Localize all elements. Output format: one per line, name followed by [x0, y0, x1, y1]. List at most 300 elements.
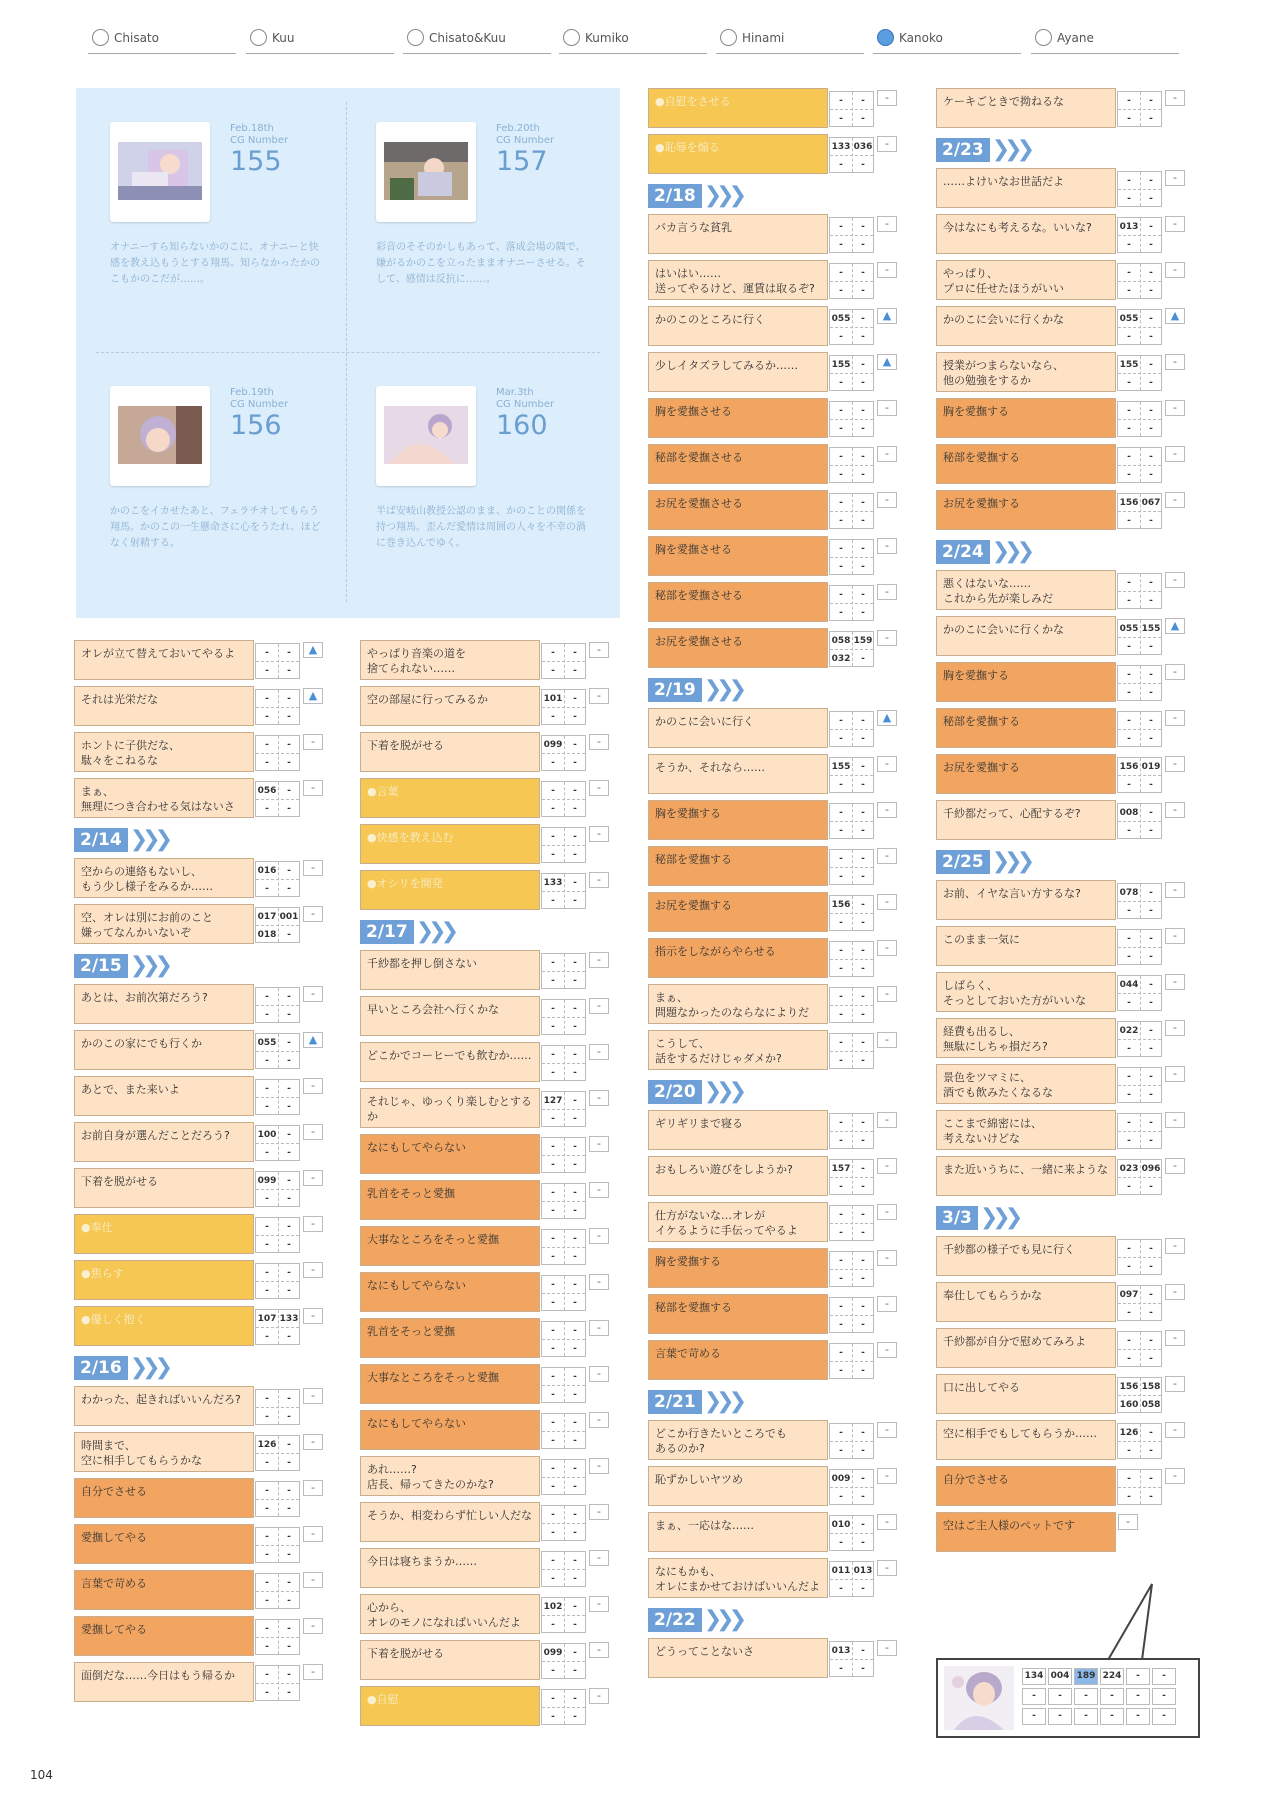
- cg-slot: 107: [257, 1314, 277, 1324]
- cg-slot: -: [551, 1298, 555, 1308]
- choice-label[interactable]: 下着を脱がせる: [74, 1168, 254, 1208]
- cg-slot: -: [839, 332, 843, 342]
- choice-label[interactable]: ●優しく抱く: [74, 1306, 254, 1346]
- cg-slot: -: [861, 114, 865, 124]
- date-label: 2/14: [74, 828, 128, 852]
- cg-slot: -: [573, 786, 577, 796]
- choice-label[interactable]: 時間まで、 空に相手してもらうかな: [74, 1432, 254, 1472]
- route-marker: -: [877, 1422, 897, 1438]
- cg-slot: -: [861, 1348, 865, 1358]
- cg-slot: -: [1149, 1072, 1153, 1082]
- cg-slot: 157: [831, 1164, 851, 1174]
- date-label: 2/19: [648, 678, 702, 702]
- cg-slot: -: [1127, 96, 1131, 106]
- arrow-up-icon: ▲: [1165, 308, 1185, 324]
- cg-grid: [541, 689, 586, 725]
- cg-slot: -: [287, 1670, 291, 1680]
- cg-slot: 127: [543, 1096, 563, 1106]
- cg-grid: [255, 1527, 300, 1563]
- cg-grid: [255, 643, 300, 679]
- choice-label[interactable]: 心から、 オレのモノになればいいんだよ: [360, 1594, 540, 1634]
- cg-slot: -: [287, 1038, 291, 1048]
- cg-slot: -: [839, 96, 843, 106]
- cg-slot: -: [573, 1096, 577, 1106]
- choice-label[interactable]: オレが立て替えておいてやるよ: [74, 640, 254, 680]
- ending-summary-box: [936, 1658, 1200, 1738]
- cg-grid: [541, 999, 586, 1035]
- cg-thumbnail[interactable]: [376, 122, 476, 222]
- cg-slot: -: [573, 1252, 577, 1262]
- cg-slot: 008: [1119, 808, 1139, 818]
- choice-label[interactable]: おもしろい遊びをしようか?: [648, 1156, 828, 1196]
- choice-label[interactable]: ●恥辱を煽る: [648, 134, 828, 174]
- cg-number: 156: [230, 410, 282, 441]
- chevrons-icon: ❯❯❯: [703, 677, 742, 702]
- choice-label[interactable]: ●快感を教え込む: [360, 824, 540, 864]
- route-marker: -: [877, 986, 897, 1002]
- choice-label[interactable]: 千紗都の様子でも見に行く: [936, 1236, 1116, 1276]
- cg-slot: -: [1149, 176, 1153, 186]
- choice-label[interactable]: 空はご主人様のペットです: [936, 1512, 1116, 1552]
- cg-grid: [541, 735, 586, 771]
- cg-slot: -: [839, 826, 843, 836]
- choice-label[interactable]: お尻を愛撫する: [936, 490, 1116, 530]
- cg-slot: -: [839, 286, 843, 296]
- cg-slot: -: [287, 1240, 291, 1250]
- cg-slot: -: [1149, 360, 1153, 370]
- route-marker: -: [877, 1468, 897, 1484]
- choice-label[interactable]: 早いところ会社へ行くかな: [360, 996, 540, 1036]
- choice-label[interactable]: 乳首をそっと愛撫: [360, 1318, 540, 1358]
- choice-label[interactable]: そうか、それなら……: [648, 754, 828, 794]
- cg-grid: [829, 1641, 874, 1677]
- choice-label[interactable]: どこかでコーヒーでも飲むか……: [360, 1042, 540, 1082]
- cg-slot: -: [861, 96, 865, 106]
- route-marker: -: [877, 1158, 897, 1174]
- cg-grid: [1117, 1239, 1162, 1275]
- cg-slot: -: [573, 1482, 577, 1492]
- radio-icon[interactable]: [1035, 29, 1052, 46]
- choice-label[interactable]: ケーキごときで拗ねるな: [936, 88, 1116, 128]
- choice-label[interactable]: 胸を愛撫させる: [648, 398, 828, 438]
- choice-label[interactable]: 空の部屋に行ってみるか: [360, 686, 540, 726]
- choice-label[interactable]: かのこに会いに行くかな: [936, 306, 1116, 346]
- choice-label[interactable]: 千紗都だって、心配するぞ?: [936, 800, 1116, 840]
- choice-label[interactable]: ●奉仕: [74, 1214, 254, 1254]
- cg-slot: -: [287, 1642, 291, 1652]
- route-marker: -: [877, 894, 897, 910]
- ending-cg-slot: -: [1100, 1708, 1124, 1725]
- route-marker: -: [589, 1642, 609, 1658]
- radio-icon[interactable]: [720, 29, 737, 46]
- choice-label[interactable]: まぁ、一応はな……: [648, 1512, 828, 1552]
- cg-grid: [1117, 1159, 1162, 1195]
- cg-slot: -: [1149, 1308, 1153, 1318]
- choice-label[interactable]: ●自慰をさせる: [648, 88, 828, 128]
- cg-slot: -: [551, 1556, 555, 1566]
- choice-label[interactable]: ……よけいなお世話だよ: [936, 168, 1116, 208]
- radio-icon[interactable]: [250, 29, 267, 46]
- cg-slot: -: [287, 758, 291, 768]
- cg-slot: -: [1149, 332, 1153, 342]
- cg-slot: -: [861, 562, 865, 572]
- choice-label[interactable]: このまま一気に: [936, 926, 1116, 966]
- cg-grid: [1117, 1377, 1162, 1413]
- choice-label[interactable]: ●言葉: [360, 778, 540, 818]
- cg-slot: -: [861, 1446, 865, 1456]
- date-header: [648, 678, 741, 702]
- cg-slot: -: [551, 1160, 555, 1170]
- choice-label[interactable]: 秘部を愛撫する: [648, 1294, 828, 1334]
- cg-slot: -: [1149, 998, 1153, 1008]
- cg-slot: -: [839, 1348, 843, 1358]
- choice-label[interactable]: そうか、相変わらず忙しい人だな: [360, 1502, 540, 1542]
- cg-slot: -: [839, 160, 843, 170]
- cg-slot: -: [861, 1274, 865, 1284]
- choice-label[interactable]: 下着を脱がせる: [360, 732, 540, 772]
- cg-slot: -: [573, 1510, 577, 1520]
- choice-label[interactable]: お尻を愛撫させる: [648, 628, 828, 668]
- tab-label: Kuu: [272, 31, 295, 45]
- choice-label[interactable]: 自分でさせる: [936, 1466, 1116, 1506]
- choice-label[interactable]: 下着を脱がせる: [360, 1640, 540, 1680]
- cg-slot: -: [861, 1584, 865, 1594]
- date-header: [74, 828, 167, 852]
- choice-label[interactable]: お尻を愛撫する: [648, 892, 828, 932]
- cg-slot: 067: [1141, 498, 1161, 508]
- cg-slot: -: [1149, 286, 1153, 296]
- cg-slot: -: [839, 608, 843, 618]
- choice-label[interactable]: なにもかも、 オレにまかせておけばいいんだよ: [648, 1558, 828, 1598]
- cg-slot: -: [287, 866, 291, 876]
- choice-label[interactable]: 秘部を愛撫させる: [648, 444, 828, 484]
- cg-slot: 101: [543, 694, 563, 704]
- cg-slot: -: [861, 1182, 865, 1192]
- cg-slot: 055: [1119, 314, 1139, 324]
- choice-label[interactable]: 空に相手でもしてもらうか……: [936, 1420, 1116, 1460]
- choice-label[interactable]: あれ……? 店長、帰ってきたのかな?: [360, 1456, 540, 1496]
- route-marker: -: [303, 1434, 323, 1450]
- choice-label[interactable]: どこか行きたいところでも あるのか?: [648, 1420, 828, 1460]
- route-marker: -: [1165, 216, 1185, 232]
- choice-label[interactable]: 口に出してやる: [936, 1374, 1116, 1414]
- cg-slot: -: [551, 1372, 555, 1382]
- cg-slot: -: [861, 946, 865, 956]
- cg-slot: -: [839, 918, 843, 928]
- choice-label[interactable]: 言葉で苛める: [648, 1340, 828, 1380]
- cg-slot: -: [1127, 1492, 1131, 1502]
- route-marker: -: [1165, 756, 1185, 772]
- route-marker: -: [1165, 1376, 1185, 1392]
- cg-slot: -: [265, 1056, 269, 1066]
- choice-label[interactable]: なにもしてやらない: [360, 1134, 540, 1174]
- cg-grid: [1117, 401, 1162, 437]
- choice-label[interactable]: あとは、お前次第だろう?: [74, 984, 254, 1024]
- cg-slot: -: [287, 1596, 291, 1606]
- choice-label[interactable]: 指示をしながらやらせる: [648, 938, 828, 978]
- choice-label[interactable]: 愛撫してやる: [74, 1616, 254, 1656]
- ending-cg-slot: 224: [1100, 1668, 1124, 1685]
- cg-entry-155: [76, 88, 326, 328]
- date-header: [936, 1206, 1017, 1230]
- cg-slot: -: [265, 1578, 269, 1588]
- choice-label[interactable]: かのこの家にでも行くか: [74, 1030, 254, 1070]
- cg-grid: [829, 1033, 874, 1069]
- choice-label[interactable]: お尻を愛撫する: [936, 754, 1116, 794]
- choice-label[interactable]: なにもしてやらない: [360, 1272, 540, 1312]
- ending-cg-slot: 004: [1048, 1668, 1072, 1685]
- cg-slot: -: [573, 1326, 577, 1336]
- choice-label[interactable]: ●自慰: [360, 1686, 540, 1726]
- choice-label[interactable]: 仕方がないな…オレが イケるように手伝ってやるよ: [648, 1202, 828, 1242]
- choice-label[interactable]: 秘部を愛撫する: [648, 846, 828, 886]
- cg-slot: -: [287, 1458, 291, 1468]
- cg-slot: -: [287, 1412, 291, 1422]
- choice-label[interactable]: 空、オレは別にお前のこと 嫌ってなんかいないぞ: [74, 904, 254, 944]
- cg-slot: -: [287, 930, 291, 940]
- choice-label[interactable]: やっぱり音楽の道を 捨てられない……: [360, 640, 540, 680]
- cg-slot: -: [265, 1550, 269, 1560]
- choice-label[interactable]: 秘部を愛撫させる: [648, 582, 828, 622]
- cg-slot: -: [573, 832, 577, 842]
- cg-slot: -: [1127, 1136, 1131, 1146]
- cg-slot: -: [1149, 424, 1153, 434]
- ending-cg-slot: -: [1126, 1688, 1150, 1705]
- cg-slot: -: [861, 918, 865, 928]
- cg-slot: 126: [257, 1440, 277, 1450]
- radio-icon[interactable]: [92, 29, 109, 46]
- route-marker: -: [877, 584, 897, 600]
- ending-cg-slot: -: [1152, 1708, 1176, 1725]
- choice-label[interactable]: 少しイタズラしてみるか……: [648, 352, 828, 392]
- radio-icon[interactable]: [877, 29, 894, 46]
- cg-slot: -: [287, 648, 291, 658]
- cg-grid: [1117, 1067, 1162, 1103]
- choice-label[interactable]: まぁ、 問題なかったのならなによりだ: [648, 984, 828, 1024]
- cg-slot: -: [265, 1394, 269, 1404]
- choice-label[interactable]: 千紗都を押し倒さない: [360, 950, 540, 990]
- choice-label[interactable]: 胸を愛撫する: [936, 662, 1116, 702]
- tab-hinami[interactable]: [716, 26, 864, 54]
- choice-label[interactable]: 千紗都が自分で慰めてみろよ: [936, 1328, 1116, 1368]
- cg-slot: -: [861, 452, 865, 462]
- choice-label[interactable]: ●オシリを開発: [360, 870, 540, 910]
- cg-slot: -: [861, 608, 865, 618]
- cg-slot: -: [839, 1320, 843, 1330]
- cg-slot: -: [1149, 1492, 1153, 1502]
- cg-thumbnail[interactable]: [376, 386, 476, 486]
- cg-slot: -: [1127, 424, 1131, 434]
- cg-slot: -: [551, 666, 555, 676]
- date-header: [74, 1356, 167, 1380]
- choice-label[interactable]: かのこに会いに行く: [648, 708, 828, 748]
- cg-grid: [255, 1263, 300, 1299]
- cg-slot: -: [861, 780, 865, 790]
- choice-label[interactable]: 言葉で苛める: [74, 1570, 254, 1610]
- cg-slot: -: [1127, 268, 1131, 278]
- cg-slot: -: [1127, 452, 1131, 462]
- route-marker: -: [303, 1078, 323, 1094]
- choice-label[interactable]: どうってことないさ: [648, 1638, 828, 1678]
- choice-label[interactable]: なにもしてやらない: [360, 1410, 540, 1450]
- choice-label[interactable]: それは光栄だな: [74, 686, 254, 726]
- choice-label[interactable]: あとで、また来いよ: [74, 1076, 254, 1116]
- choice-label[interactable]: かのこに会いに行くかな: [936, 616, 1116, 656]
- chevrons-icon: ❯❯❯: [991, 137, 1030, 162]
- cg-slot: 032: [831, 654, 851, 664]
- cg-slot: -: [839, 114, 843, 124]
- choice-label[interactable]: こうして、 話をするだけじゃダメか?: [648, 1030, 828, 1070]
- route-marker: -: [877, 802, 897, 818]
- cg-slot: -: [861, 1056, 865, 1066]
- cg-slot: -: [573, 1050, 577, 1060]
- choice-label[interactable]: しばらく、 そっとしておいた方がいいな: [936, 972, 1116, 1012]
- choice-label[interactable]: 秘部を愛撫する: [936, 444, 1116, 484]
- route-marker: -: [1165, 1158, 1185, 1174]
- choice-label[interactable]: お前自身が選んだことだろう?: [74, 1122, 254, 1162]
- cg-slot: -: [839, 1446, 843, 1456]
- choice-label[interactable]: 大事なところをそっと愛撫: [360, 1226, 540, 1266]
- radio-icon[interactable]: [407, 29, 424, 46]
- cg-slot: -: [265, 1642, 269, 1652]
- cg-slot: -: [839, 470, 843, 480]
- cg-slot: -: [1127, 1090, 1131, 1100]
- cg-slot: -: [551, 958, 555, 968]
- cg-slot: -: [1127, 516, 1131, 526]
- cg-slot: -: [265, 1486, 269, 1496]
- cg-slot: -: [287, 804, 291, 814]
- route-marker: -: [589, 642, 609, 658]
- cg-slot: -: [573, 1556, 577, 1566]
- cg-slot: -: [1127, 734, 1131, 744]
- choice-label[interactable]: かのこのところに行く: [648, 306, 828, 346]
- cg-slot: 013: [1119, 222, 1139, 232]
- choice-label[interactable]: やっぱり、 プロに任せたほうがいい: [936, 260, 1116, 300]
- choice-label[interactable]: 面倒だな……今日はもう帰るか: [74, 1662, 254, 1702]
- choice-label[interactable]: 胸を愛撫する: [648, 1248, 828, 1288]
- cg-slot: -: [287, 740, 291, 750]
- cg-slot: 010: [831, 1520, 851, 1530]
- choice-label[interactable]: 大事なところをそっと愛撫: [360, 1364, 540, 1404]
- cg-slot: -: [1149, 688, 1153, 698]
- cg-grid: [255, 861, 300, 897]
- cg-number-label: CG Number: [230, 135, 289, 146]
- cg-slot: -: [861, 1520, 865, 1530]
- choice-label[interactable]: お前、イヤな言い方するな?: [936, 880, 1116, 920]
- cg-slot: -: [573, 1418, 577, 1428]
- choice-label[interactable]: 自分でさせる: [74, 1478, 254, 1518]
- choice-label[interactable]: 愛撫してやる: [74, 1524, 254, 1564]
- cg-thumbnail[interactable]: [110, 122, 210, 222]
- cg-grid: [829, 137, 874, 173]
- route-marker: -: [303, 1664, 323, 1680]
- date-label: 2/22: [648, 1608, 702, 1632]
- choice-label[interactable]: 授業がつまらないなら、 他の勉強をするか: [936, 352, 1116, 392]
- choice-label[interactable]: ホントに子供だな、 駄々をこねるな: [74, 732, 254, 772]
- cg-slot: -: [839, 240, 843, 250]
- choice-label[interactable]: 胸を愛撫する: [936, 398, 1116, 438]
- tab-kanoko[interactable]: [873, 26, 1021, 54]
- cg-slot: -: [839, 1136, 843, 1146]
- choice-label[interactable]: 秘部を愛撫する: [936, 708, 1116, 748]
- route-marker: -: [303, 1572, 323, 1588]
- tab-kuu[interactable]: [246, 26, 394, 54]
- cg-number-label: CG Number: [496, 135, 555, 146]
- choice-label[interactable]: ここまで綿密には、 考えないけどな: [936, 1110, 1116, 1150]
- choice-label[interactable]: はいはい…… 送ってやるけど、運賃は取るぞ?: [648, 260, 828, 300]
- cg-slot: -: [861, 332, 865, 342]
- choice-label[interactable]: ギリギリまで寝る: [648, 1110, 828, 1150]
- choice-label[interactable]: 空からの連絡もないし、 もう少し様子をみるか……: [74, 858, 254, 898]
- cg-slot: -: [551, 1188, 555, 1198]
- cg-thumbnail[interactable]: [110, 386, 210, 486]
- route-marker: -: [589, 1366, 609, 1382]
- choice-label[interactable]: バカ言うな貧乳: [648, 214, 828, 254]
- cg-grid: [541, 1275, 586, 1311]
- choice-label[interactable]: 今はなにも考えるな。いいな?: [936, 214, 1116, 254]
- cg-slot: -: [1149, 808, 1153, 818]
- choice-label[interactable]: お尻を愛撫させる: [648, 490, 828, 530]
- cg-slot: -: [1149, 1090, 1153, 1100]
- cg-slot: -: [861, 314, 865, 324]
- cg-slot: -: [573, 712, 577, 722]
- tab-ayane[interactable]: [1031, 26, 1179, 54]
- cg-slot: -: [1149, 1026, 1153, 1036]
- choice-label[interactable]: わかった、起きればいいんだろ?: [74, 1386, 254, 1426]
- choice-label[interactable]: まぁ、 無理につき合わせる気はないさ: [74, 778, 254, 818]
- choice-label[interactable]: 恥ずかしいヤツめ: [648, 1466, 828, 1506]
- choice-label[interactable]: 今日は寝ちまうか……: [360, 1548, 540, 1588]
- cg-grid: [541, 1091, 586, 1127]
- choice-label[interactable]: 奉仕してもらうかな: [936, 1282, 1116, 1322]
- radio-icon[interactable]: [563, 29, 580, 46]
- cg-slot: -: [287, 1176, 291, 1186]
- cg-slot: -: [861, 268, 865, 278]
- chevrons-icon: ❯❯❯: [979, 1205, 1018, 1230]
- choice-label[interactable]: 悪くはないな…… これから先が楽しみだ: [936, 570, 1116, 610]
- cg-slot: -: [1127, 1044, 1131, 1054]
- choice-label[interactable]: 胸を愛撫させる: [648, 536, 828, 576]
- tab-kumiko[interactable]: [559, 26, 707, 54]
- cg-slot: -: [839, 1038, 843, 1048]
- cg-slot: -: [573, 850, 577, 860]
- ending-cg-slot: -: [1048, 1708, 1072, 1725]
- choice-label[interactable]: それじゃ、ゆっくり楽しむとするか: [360, 1088, 540, 1128]
- route-marker: -: [877, 756, 897, 772]
- route-marker: -: [1165, 1020, 1185, 1036]
- cg-slot: -: [839, 1584, 843, 1594]
- cg-slot: -: [573, 1280, 577, 1290]
- choice-label[interactable]: 経費も出るし、 無駄にしちゃ損だろ?: [936, 1018, 1116, 1058]
- tab-chisato-kuu[interactable]: [403, 26, 551, 54]
- cg-slot: -: [1127, 1474, 1131, 1484]
- route-marker: -: [1165, 170, 1185, 186]
- choice-label[interactable]: ●焦らす: [74, 1260, 254, 1300]
- choice-label[interactable]: また近いうちに、一緒に来ような: [936, 1156, 1116, 1196]
- cg-slot: -: [1149, 378, 1153, 388]
- choice-label[interactable]: 景色をツマミに、 酒でも飲みたくなるな: [936, 1064, 1116, 1104]
- cg-slot: -: [861, 826, 865, 836]
- cg-slot: -: [573, 1436, 577, 1446]
- tab-chisato[interactable]: [88, 26, 236, 54]
- route-marker: -: [303, 1216, 323, 1232]
- cg-grid: [1117, 619, 1162, 655]
- cg-slot: 058: [1141, 1400, 1161, 1410]
- choice-label[interactable]: 乳首をそっと愛撫: [360, 1180, 540, 1220]
- cg-slot: -: [287, 1084, 291, 1094]
- cg-grid: [1117, 665, 1162, 701]
- choice-label[interactable]: 胸を愛撫する: [648, 800, 828, 840]
